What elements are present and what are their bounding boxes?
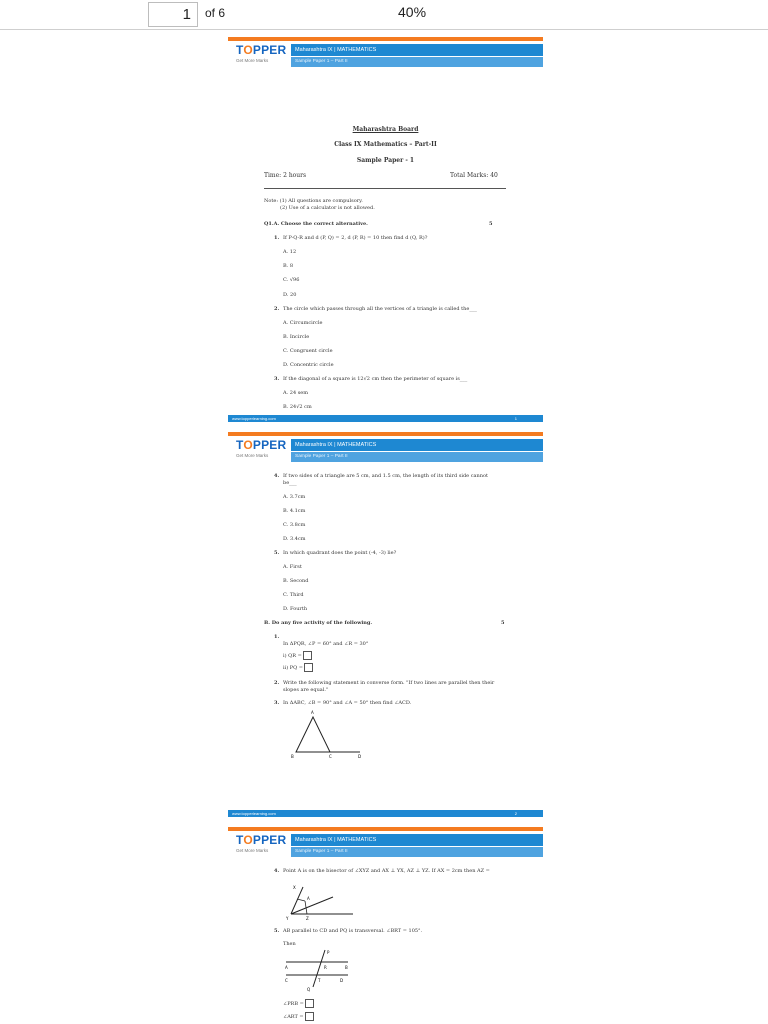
fig-label-c2: C (285, 978, 288, 983)
answer-prb: ∠PRB = (283, 999, 314, 1008)
header-orange-bar (228, 827, 543, 831)
answer-box-pq[interactable] (304, 663, 313, 672)
q5-option-d: D. Fourth (283, 606, 308, 612)
page-footer (228, 415, 543, 422)
footer-page-number: 1 (514, 416, 517, 421)
fig-label-a2: A (285, 965, 288, 970)
fig-label-y: Y (286, 916, 289, 921)
q4-text-line1: If two sides of a triangle are 5 cm, and 1.5 cm, the length of its third side cannot (283, 473, 488, 479)
then-label: Then (283, 941, 296, 947)
answer-box-prb[interactable] (305, 999, 314, 1008)
header-subtitle-band: Sample Paper 1 – Part II (291, 452, 543, 462)
footer-url[interactable]: www.topperlearning.com (232, 416, 276, 421)
topper-logo: TOPPER Get More Marks (236, 834, 292, 853)
q2-option-a: A. Circumcircle (283, 320, 323, 326)
page-count-label: of 6 (205, 6, 226, 20)
b1-part-ii: ii) PQ = (283, 663, 313, 672)
q1-option-a: A. 12 (283, 249, 297, 255)
b2-number: 2. (274, 680, 280, 686)
topper-logo: TOPPER Get More Marks (236, 44, 292, 63)
q1-option-c: C. √96 (283, 277, 300, 283)
q5-number: 5. (274, 550, 280, 556)
q4-number: 4. (274, 473, 280, 479)
fig-label-q: Q (307, 987, 311, 992)
fig-label-b2: B (345, 965, 348, 970)
answer-box-qr[interactable] (303, 651, 312, 660)
fig-label-t: T (318, 978, 321, 983)
angle-bisector-figure (283, 879, 363, 924)
page-footer (228, 810, 543, 817)
b3-text: In ΔABC, ∠B = 90° and ∠A = 50° then find ∠ACD. (283, 700, 412, 706)
header-title-band: Maharashtra IX | MATHEMATICS (291, 439, 543, 451)
q5-option-c: C. Third (283, 592, 304, 598)
zoom-level[interactable]: 40% (398, 4, 427, 20)
q1-option-b: B. 8 (283, 263, 294, 269)
q1-text: If P-Q-R and d (P, Q) = 2, d (P, R) = 10 then find d (Q, R)? (283, 235, 428, 241)
q4-option-c: C. 3.8cm (283, 522, 306, 528)
header-subtitle-band: Sample Paper 1 – Part II (291, 847, 543, 857)
q4-option-b: B. 4.1cm (283, 508, 306, 514)
q2-text: The circle which passes through all the vertices of a triangle is called the___ (283, 306, 477, 312)
pdf-toolbar (0, 0, 768, 30)
header-title-band: Maharashtra IX | MATHEMATICS (291, 44, 543, 56)
document-viewer[interactable] (0, 30, 768, 1024)
q4-text-line2: be___ (283, 480, 297, 486)
q1-option-d: D. 20 (283, 292, 297, 298)
page-header (228, 437, 543, 465)
q2-option-c: C. Congruent circle (283, 348, 333, 354)
b4-text: Point A is on the bisector of ∠XYZ and AX ⊥ YX, AZ ⊥ YZ. If AX = 2cm then AZ = (283, 868, 490, 874)
b2-text-line1: Write the following statement in converse form. "If two lines are parallel then their (283, 680, 495, 686)
section-b-heading: B. Do any five activity of the following. (264, 620, 373, 626)
answer-box-art[interactable] (305, 1012, 314, 1021)
logo-tagline: Get More Marks (236, 453, 269, 458)
total-marks-label: Total Marks: 40 (450, 172, 498, 179)
note-2: (2) Use of a calculator is not allowed. (280, 205, 375, 211)
paper-title: Sample Paper - 1 (356, 157, 415, 164)
footer-page-number: 2 (514, 811, 517, 816)
tri-label-b: B (291, 754, 294, 759)
q5-option-a: A. First (283, 564, 302, 570)
note-1: Note: (1) All questions are compulsory. (264, 198, 363, 204)
b3-number: 3. (274, 700, 280, 706)
class-title: Class IX Mathematics – Part-II (334, 141, 437, 148)
page-header (228, 42, 543, 70)
b5-text: AB parallel to CD and PQ is transversal. ∠BRT = 105°. (283, 928, 423, 934)
q1-number: 1. (274, 235, 280, 241)
section-a-heading: Q1.A. Choose the correct alternative. (264, 221, 368, 227)
q2-option-d: D. Concentric circle (283, 362, 334, 368)
page-number-input[interactable]: 1 (148, 2, 198, 27)
pdf-page-2 (228, 432, 543, 817)
fig-label-p: P (327, 950, 330, 955)
fig-label-d2: D (340, 978, 344, 983)
fig-label-r: R (324, 965, 327, 970)
q3-number: 3. (274, 376, 280, 382)
answer-art: ∠ART = (283, 1012, 314, 1021)
q5-text: In which quadrant does the point (-4, -3) lie? (283, 550, 397, 556)
pdf-page-3 (228, 827, 543, 1024)
fig-label-x: X (293, 885, 296, 890)
fig-label-z: Z (306, 916, 309, 921)
b2-text-line2: slopes are equal." (283, 687, 329, 693)
b5-number: 5. (274, 928, 280, 934)
q5-option-b: B. Second (283, 578, 309, 584)
header-orange-bar (228, 37, 543, 41)
tri-label-a: A (311, 710, 314, 715)
topper-logo: TOPPER Get More Marks (236, 439, 292, 458)
q3-option-a: A. 24 sem (283, 390, 309, 396)
section-b-marks: 5 (501, 620, 505, 626)
logo-tagline: Get More Marks (236, 848, 269, 853)
q3-option-b: B. 24√2 cm (283, 404, 312, 410)
tri-label-d: D (358, 754, 362, 759)
divider (264, 188, 506, 189)
fig-label-a: A (307, 896, 310, 901)
section-a-marks: 5 (489, 221, 493, 227)
b1-part-i: i) QR = (283, 651, 312, 660)
header-subtitle-band: Sample Paper 1 – Part II (291, 57, 543, 67)
b4-number: 4. (274, 868, 280, 874)
logo-tagline: Get More Marks (236, 58, 269, 63)
b1-number: 1. (274, 634, 280, 640)
pdf-page-1 (228, 37, 543, 422)
b1-text: In ΔPQR, ∠P = 60° and ∠R = 30° (283, 641, 369, 647)
q3-text: If the diagonal of a square is 12√2 cm then the perimeter of square is___ (283, 376, 468, 382)
page-header (228, 832, 543, 860)
footer-url[interactable]: www.topperlearning.com (232, 811, 276, 816)
time-label: Time: 2 hours (264, 172, 307, 179)
q2-option-b: B. Incircle (283, 334, 310, 340)
triangle-abc-figure (288, 707, 368, 767)
header-title-band: Maharashtra IX | MATHEMATICS (291, 834, 543, 846)
q4-option-d: D. 3.4cm (283, 536, 306, 542)
parallel-lines-figure (283, 947, 363, 992)
q2-number: 2. (274, 306, 280, 312)
board-title: Maharashtra Board (352, 126, 419, 133)
q4-option-a: A. 3.7cm (283, 494, 306, 500)
header-orange-bar (228, 432, 543, 436)
tri-label-c: C (329, 754, 332, 759)
